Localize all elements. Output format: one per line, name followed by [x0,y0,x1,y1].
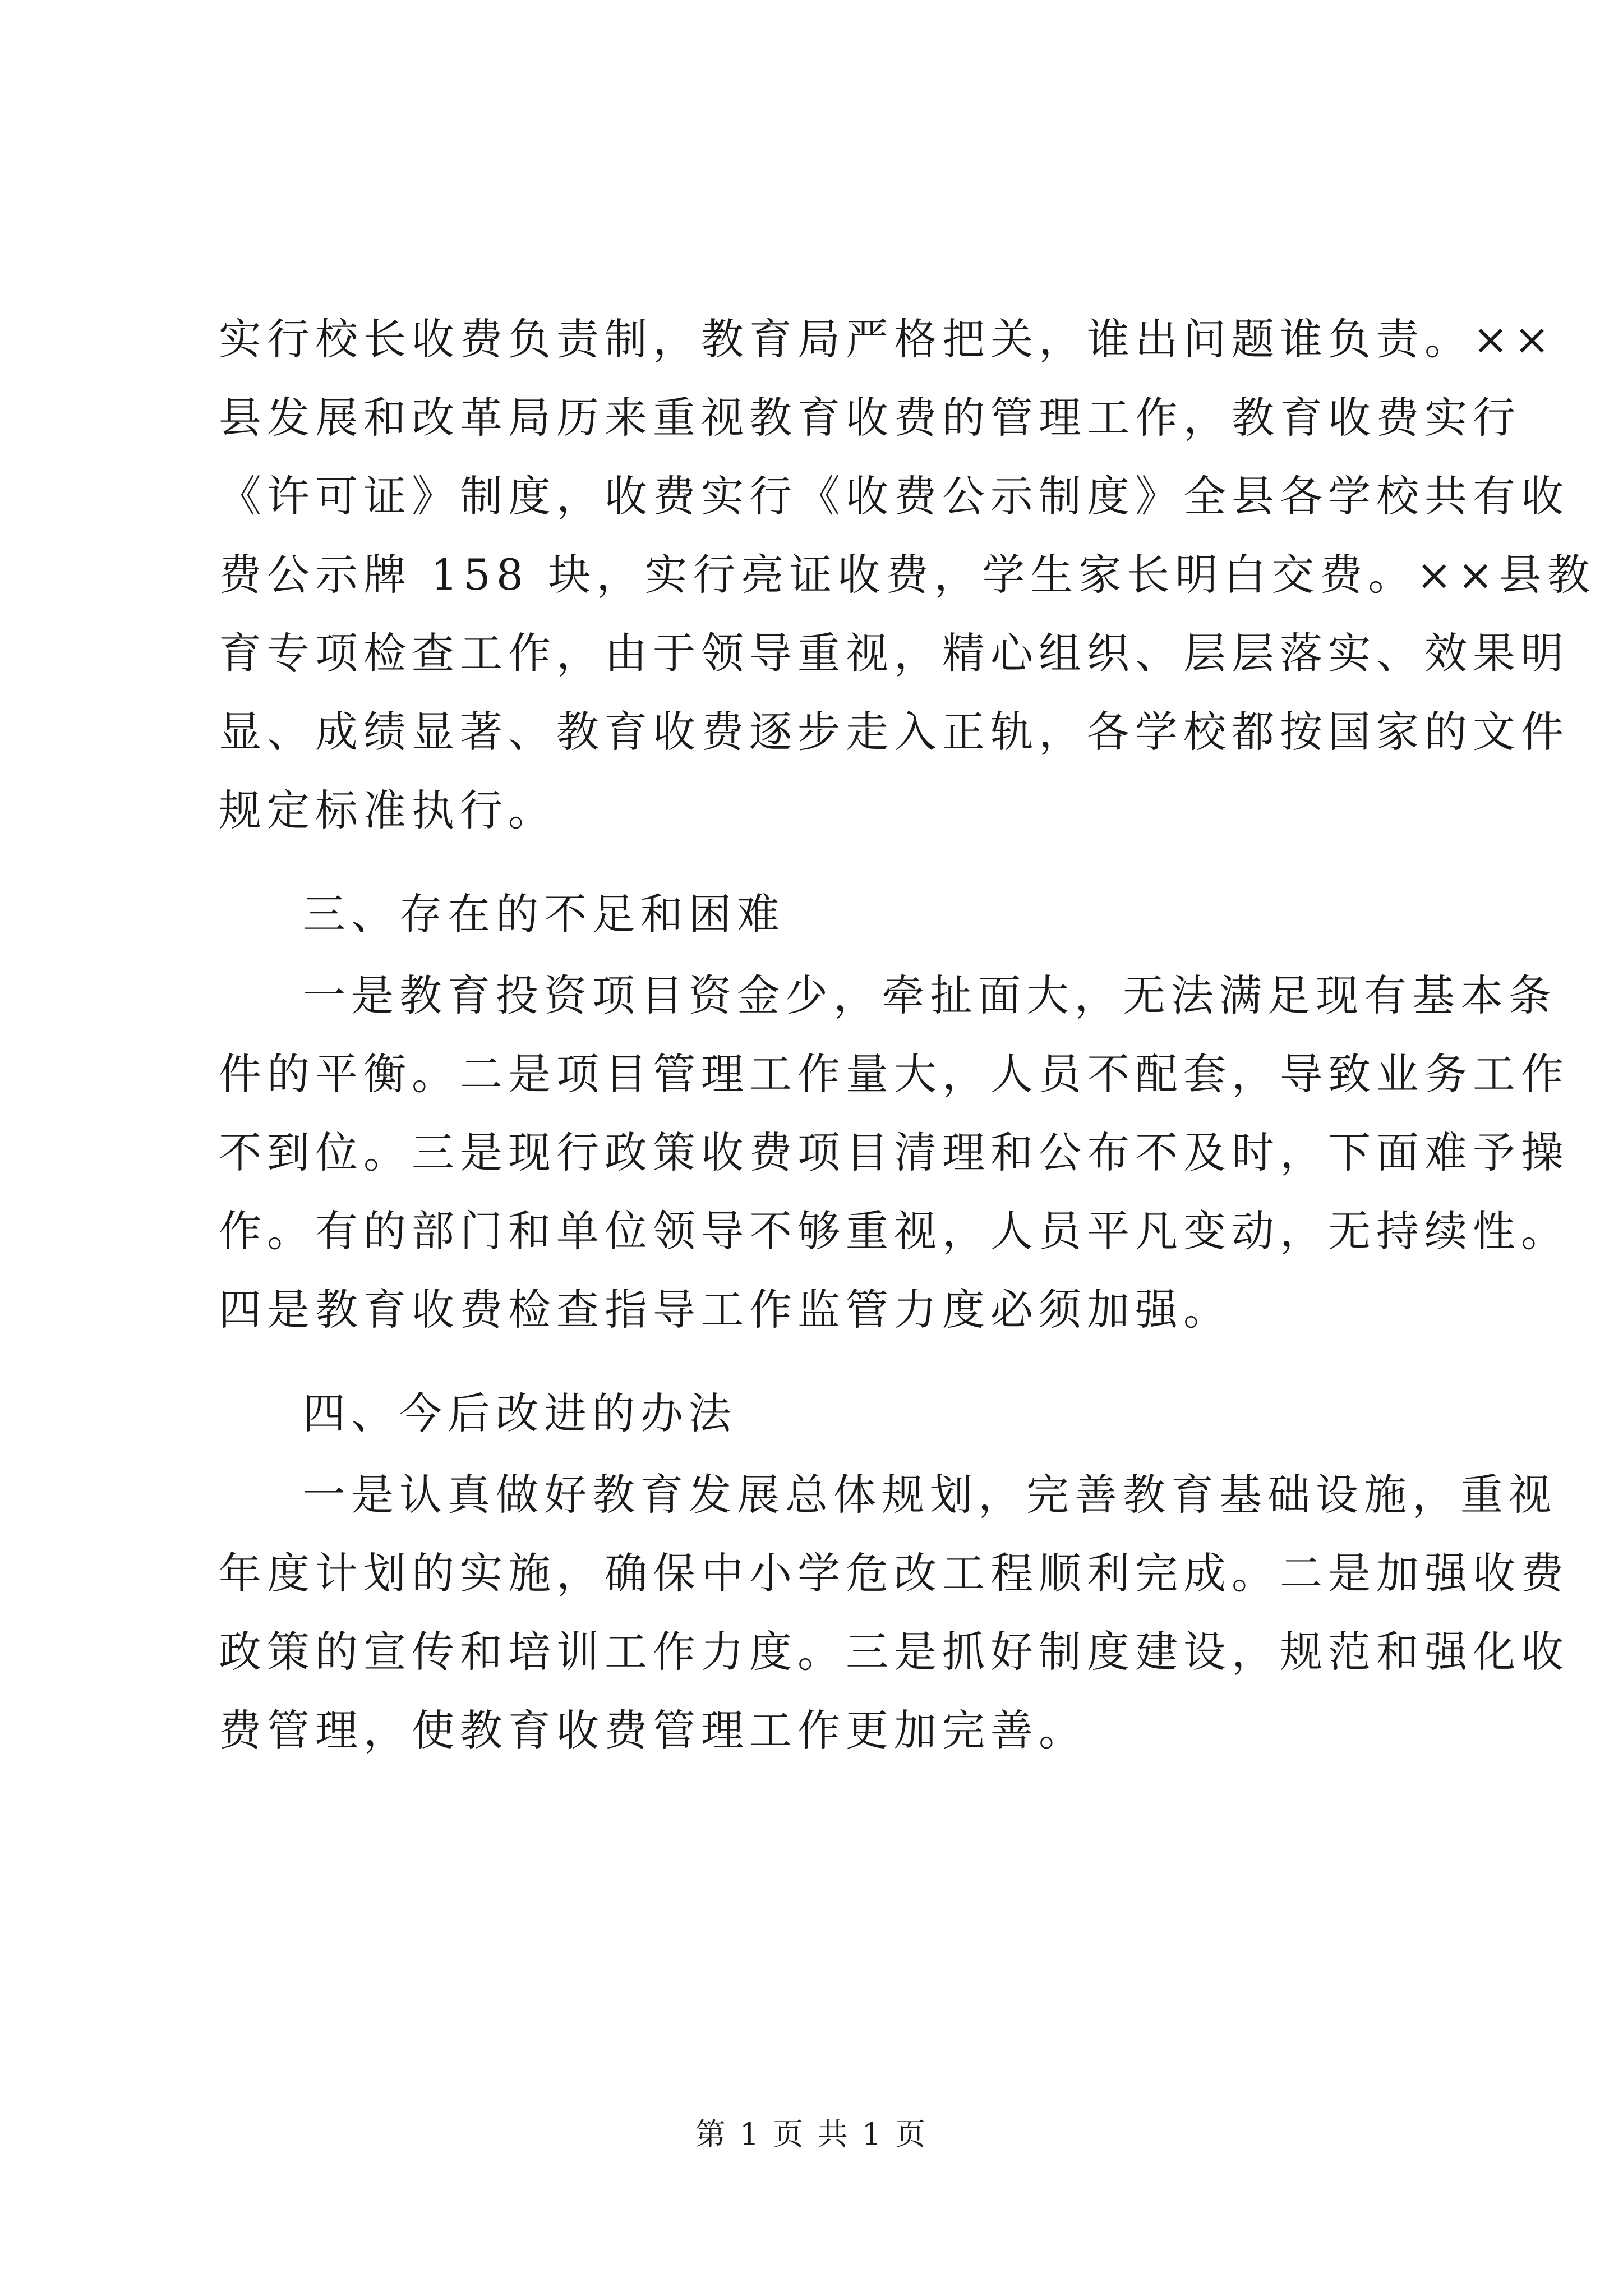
paragraph-2-line-5: 四是教育收费检查指导工作监管力度必须加强。 [219,1285,1232,1335]
paragraph-1-line-1: 实行校长收费负责制，教育局严格把关，谁出问题谁负责。×× [219,314,1556,364]
paragraph-2-line-2: 件的平衡。二是项目管理工作量大，人员不配套，导致业务工作 [219,1049,1569,1099]
section-heading-4: 四、今后改进的办法 [303,1388,737,1438]
paragraph-3-line-4: 费管理，使教育收费管理工作更加完善。 [219,1705,1087,1755]
paragraph-3-line-1: 一是认真做好教育发展总体规划，完善教育基础设施，重视 [303,1470,1557,1520]
paragraph-1-line-3: 《许可证》制度，收费实行《收费公示制度》全县各学校共有收 [219,471,1569,521]
paragraph-3-line-3: 政策的宣传和培训工作力度。三是抓好制度建设，规范和强化收 [219,1627,1569,1677]
paragraph-2-line-3: 不到位。三是现行政策收费项目清理和公布不及时，下面难予操 [219,1128,1569,1177]
section-heading-3: 三、存在的不足和困难 [303,889,785,939]
paragraph-1-line-2: 县发展和改革局历来重视教育收费的管理工作，教育收费实行 [219,393,1521,443]
paragraph-1-line-6: 显、成绩显著、教育收费逐步走入正轨，各学校都按国家的文件 [219,707,1569,757]
paragraph-1-line-5: 育专项检查工作，由于领导重视，精心组织、层层落实、效果明 [219,628,1569,678]
paragraph-3-line-2: 年度计划的实施，确保中小学危改工程顺利完成。二是加强收费 [219,1548,1569,1598]
page-footer: 第 1 页 共 1 页 [695,2116,928,2152]
paragraph-1-line-7: 规定标准执行。 [219,785,556,835]
paragraph-2-line-4: 作。有的部门和单位领导不够重视，人员平凡变动，无持续性。 [219,1206,1569,1256]
paragraph-1-line-4: 费公示牌 158 块，实行亮证收费，学生家长明白交费。××县教 [219,550,1596,600]
paragraph-2-line-1: 一是教育投资项目资金少，牵扯面大，无法满足现有基本条 [303,970,1557,1020]
